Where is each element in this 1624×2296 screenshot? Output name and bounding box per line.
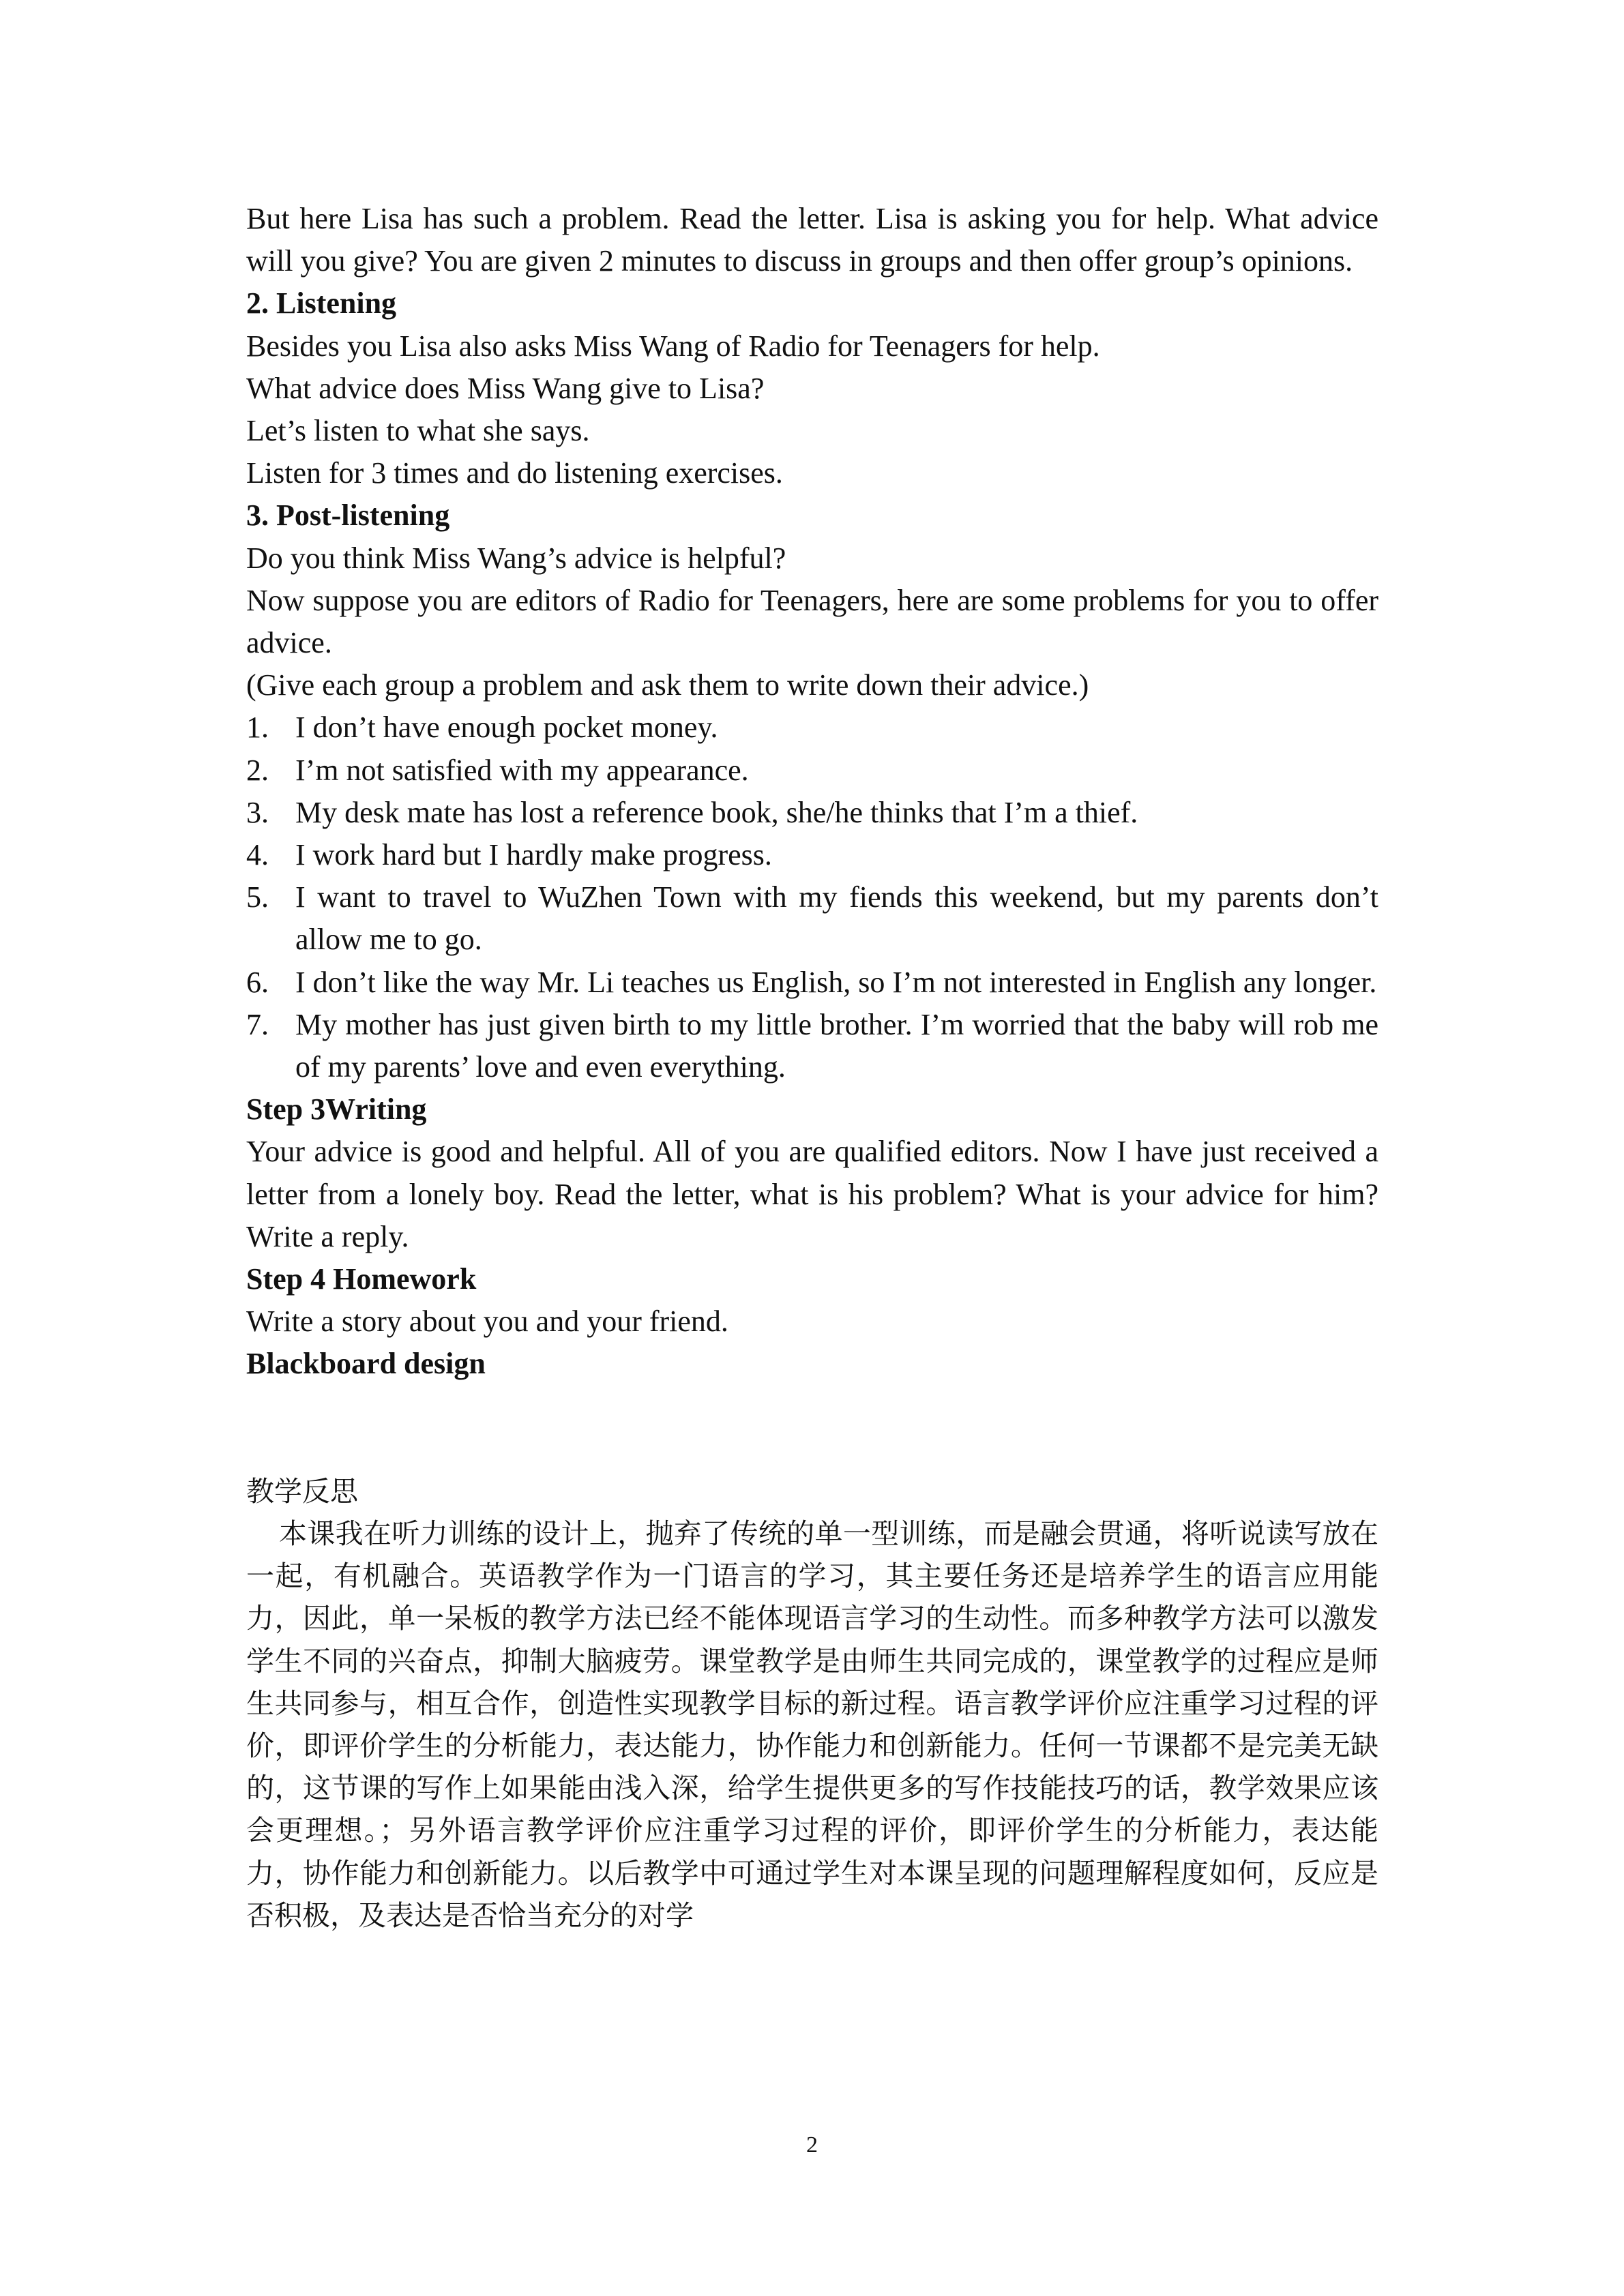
blackboard-heading: Blackboard design [246, 1347, 486, 1381]
list-item [246, 749, 1378, 792]
list-text: I don’t like the way Mr. Li teaches us English, so I’m not interested in English any longer. [295, 965, 1377, 999]
page-content [246, 198, 1378, 1937]
reflection-heading: 教学反思 [246, 1474, 358, 1508]
post-listening-paragraph: Now suppose you are editors of Radio for Teenagers, here are some problems for you to offer advice. [246, 583, 1378, 660]
blank-space [246, 1386, 1378, 1470]
list-item [246, 706, 1378, 749]
intro-paragraph: But here Lisa has such a problem. Read the letter. Lisa is asking you for help. What advice will you give? You are given 2 minutes to discuss in groups and then offer group’s opinions. [246, 202, 1378, 278]
list-number: 7. [246, 1007, 269, 1041]
list-item [246, 961, 1378, 1004]
listening-line: What advice does Miss Wang give to Lisa? [246, 371, 765, 405]
listening-line: Listen for 3 times and do listening exercises. [246, 456, 783, 490]
list-item [246, 876, 1378, 961]
list-text: I’m not satisfied with my appearance. [295, 753, 749, 787]
reflection-paragraph: 本课我在听力训练的设计上，抛弃了传统的单一型训练，而是融会贯通，将听说读写放在一起，有机融合。英语教学作为一门语言的学习，其主要任务还是培养学生的语言应用能力，因此，单一呆板的教学方法已经不能体现语言学习的生动性。而多种教学方法可以激发学生不同的兴奋点，抑制大脑疲劳。课堂教学是由师生共同完成的，课堂教学的过程应是师生共同参与，相互合作，创造性实现教学目标的新过程。语言教学评价应注重学习过程的评价，即评价学生的分析能力，表达能力，协作能力和创新能力。任何一节课都不是完美无缺的，这节课的写作上如果能由浅入深，给学生提供更多的写作技能技巧的话，教学效果应该会更理想。；另外语言教学评价应注重学习过程的评价，即评价学生的分析能力，表达能力，协作能力和创新能力。以后教学中可通过学生对本课呈现的问题理解程度如何，反应是否积极，及表达是否恰当充分的对学 [246, 1517, 1378, 1932]
listening-line: Besides you Lisa also asks Miss Wang of Radio for Teenagers for help. [246, 329, 1100, 363]
step4-heading: Step 4 Homework [246, 1262, 477, 1296]
list-text: I don’t have enough pocket money. [295, 711, 718, 745]
step4-line: Write a story about you and your friend. [246, 1304, 728, 1339]
list-number: 4. [246, 838, 269, 872]
post-listening-question: Do you think Miss Wang’s advice is helpful? [246, 541, 786, 575]
listening-heading: 2. Listening [246, 286, 397, 320]
list-text: I work hard but I hardly make progress. [295, 838, 772, 872]
list-item [246, 834, 1378, 876]
list-number: 1. [246, 711, 269, 745]
list-text: My desk mate has lost a reference book, she/he thinks that I’m a thief. [295, 795, 1138, 829]
list-text: I want to travel to WuZhen Town with my fiends this weekend, but my parents don’t allow me to go. [295, 880, 1378, 957]
list-number: 3. [246, 795, 269, 829]
list-item [246, 1004, 1378, 1088]
list-number: 5. [246, 880, 269, 914]
list-number: 6. [246, 965, 269, 999]
list-number: 2. [246, 753, 269, 787]
list-text: My mother has just given birth to my little brother. I’m worried that the baby will rob me of my parents’ love and even everything. [295, 1007, 1378, 1084]
step3-paragraph: Your advice is good and helpful. All of you are qualified editors. Now I have just received a letter from a lonely boy. Read the letter, what is his problem? What is your advice for him? Write a reply. [246, 1135, 1378, 1253]
post-listening-instruction: (Give each group a problem and ask them to write down their advice.) [246, 668, 1089, 702]
listening-line: Let’s listen to what she says. [246, 414, 590, 448]
list-item [246, 792, 1378, 834]
step3-heading: Step 3Writing [246, 1092, 427, 1127]
problem-list [246, 706, 1378, 1088]
post-listening-heading: 3. Post-listening [246, 498, 450, 533]
page-number: 2 [806, 2132, 818, 2158]
